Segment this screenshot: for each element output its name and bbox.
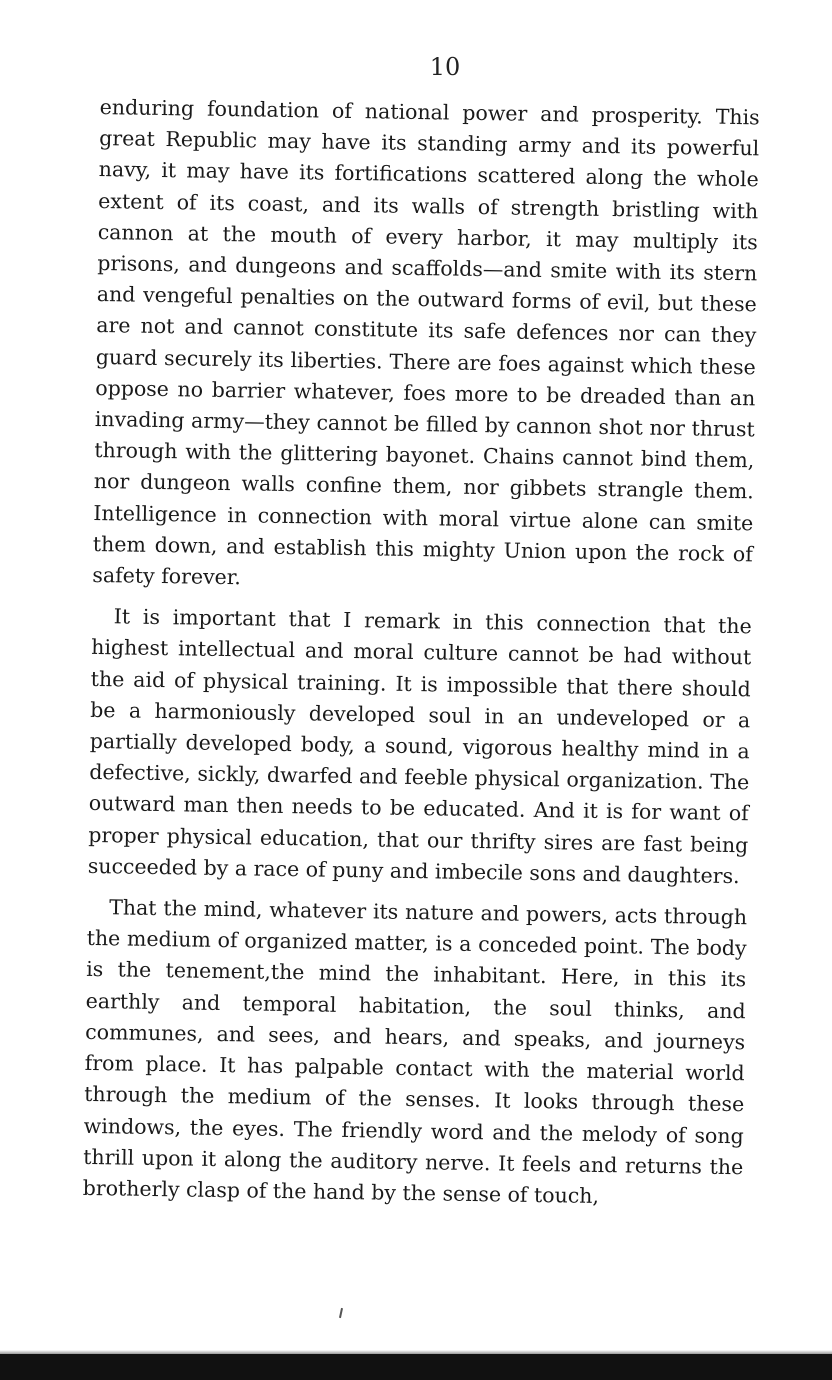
scan-bottom-border bbox=[0, 1354, 832, 1380]
paragraph-mind-and-body: That the mind, whatever its nature and powers, acts through the medium of organized matter, is a conceded point. The body is the tenement,the mind the inhabitant. Here, in this its earthly and temporal habitation, the soul thinks, and communes, and sees, and hears, and speaks, and journeys from place. It has palpable contact with the material world through the medium of the senses. It looks through these windows, the eyes. The friendly word and the melody of song thrill upon it along the auditory nerve. It feels and returns the brotherly clasp of the hand by the sense of touch, bbox=[82, 895, 748, 1208]
body-text bbox=[83, 92, 760, 1214]
stray-ink-mark bbox=[339, 1308, 343, 1318]
paragraph-physical-training: It is important that I remark in this connection that the highest intellectual and moral culture cannot be had without the aid of physical training. It is impossible that there should be a harmoniously developed soul in an undeveloped or a partially developed body, a sound, vigorous healthy mind in a defective, sickly, dwarfed and feeble physical organization. The outward man then needs to be educated. And it is for want of proper physical education, that our thrifty sires are fast being succeeded by a race of puny and imbecile sons and daughters. bbox=[87, 604, 752, 889]
page-number: 10 bbox=[429, 53, 461, 81]
paragraph-continuation: enduring foundation of national power and prosperity. This great Republic may have its standing army and its powerful navy, it may have its fortifications scattered along the whole extent of its coast, and its walls of strength bristling with cannon at the mouth of every harbor, it may multiply its prisons, and dungeons and scaffolds—and smite with its stern and vengeful penalties on the outward forms of evil, but these are not and cannot constitute its safe defences nor can they guard securely its liberties. There are foes against which these oppose no barrier whatever, foes more to be dreaded than an invading army—they cannot be filled by cannon shot nor thrust through with the glittering bayonet. Chains cannot bind them, nor dungeon walls confine them, nor gibbets strangle them. Intelligence in connection with moral virtue alone can smite them down, and establish this mighty Union upon the rock of safety forever. bbox=[92, 94, 760, 590]
